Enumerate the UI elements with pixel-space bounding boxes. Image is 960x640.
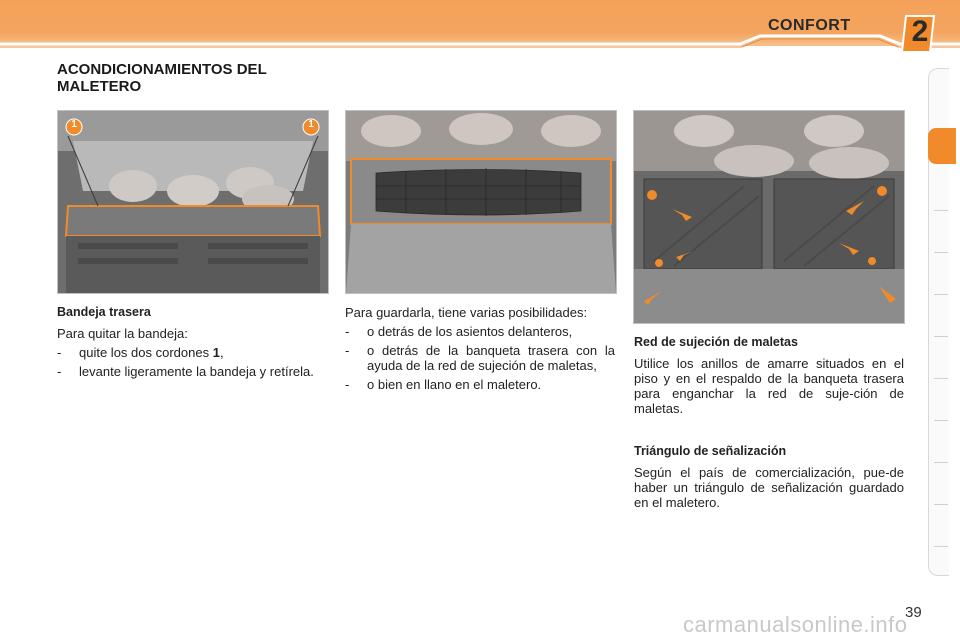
photo-luggage-net <box>345 110 617 294</box>
tab-divider <box>934 546 948 547</box>
list-item: - o detrás de los asientos delanteros, <box>345 324 573 339</box>
luggage-net-text: Utilice los anillos de amarre situados en el piso y en el respaldo de la banqueta trasera para enganchar la red de suje-ción de maletas. <box>634 356 904 416</box>
tab-divider <box>934 294 948 295</box>
column-storage-options <box>345 305 615 396</box>
list-item: - quite los dos cordones 1, <box>57 345 224 360</box>
tab-divider <box>934 252 948 253</box>
storage-intro: Para guardarla, tiene varias posibilidades: <box>345 305 588 320</box>
tab-divider <box>934 462 948 463</box>
tab-divider <box>934 336 948 337</box>
heading-rear-shelf: Bandeja trasera <box>57 305 151 319</box>
heading-warning-triangle: Triángulo de señalización <box>634 444 787 458</box>
photo-rear-shelf <box>57 110 329 294</box>
list-item: - o bien en llano en el maletero. <box>345 377 542 392</box>
heading-luggage-net: Red de sujeción de maletas <box>634 335 798 349</box>
watermark: carmanualsonline.info <box>683 612 908 637</box>
tab-divider <box>934 378 948 379</box>
active-chapter-tab[interactable] <box>928 128 956 164</box>
chapter-number: 2 <box>911 15 929 48</box>
callout-reference: 1 <box>212 345 220 360</box>
warning-triangle-text: Según el país de comercialización, pue-de haber un triángulo de señalización guardado en el maletero. <box>634 465 904 510</box>
callout-1-right: 1 <box>308 119 314 130</box>
list-item: - levante ligeramente la bandeja y retírela. <box>57 364 314 379</box>
callout-1-left: 1 <box>71 119 77 130</box>
section-title: ACONDICIONAMIENTOS DEL MALETERO <box>57 61 267 95</box>
tab-divider <box>934 420 948 421</box>
rear-shelf-intro: Para quitar la bandeja: <box>57 326 188 341</box>
chapter-title: CONFORT <box>768 17 851 34</box>
column-net-and-triangle <box>634 335 904 514</box>
photo-tie-down-rings <box>633 110 905 324</box>
page-number: 39 <box>905 604 922 621</box>
tab-divider <box>934 210 948 211</box>
column-rear-shelf <box>57 305 325 383</box>
tab-divider <box>934 504 948 505</box>
list-item: - o detrás de la banqueta trasera con la ayuda de la red de sujeción de maletas, <box>345 343 615 373</box>
